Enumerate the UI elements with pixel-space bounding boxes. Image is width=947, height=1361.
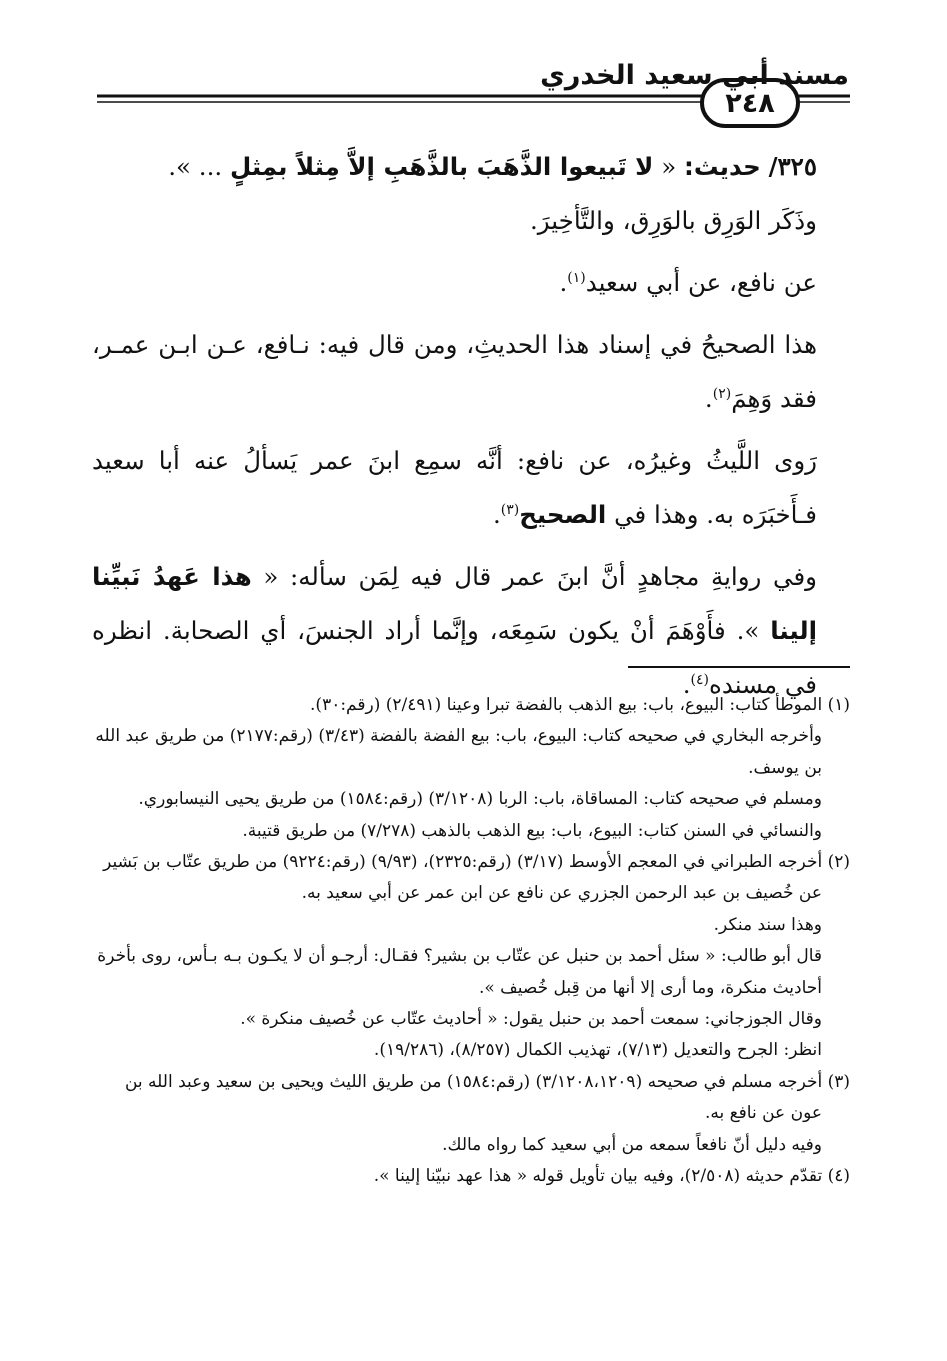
footnote-line: وهذا سند منكر. bbox=[713, 914, 822, 935]
footnote-line: ومسلم في صحيحه كتاب: المساقاة، باب: الربا (٣/١٢٠٨) (رقم:١٥٨٤) من طريق يحيى النيسابوري. bbox=[138, 789, 822, 810]
mujahid-paragraph bbox=[92, 550, 817, 712]
layth-paragraph bbox=[92, 434, 817, 542]
hadith-ellipsis: ... ». bbox=[168, 152, 223, 181]
footnote-line: (٢) أخرجه الطبراني في المعجم الأوسط (٣/١٧) (رقم:٢٣٢٥)، (٩/٩٣) (رقم:٩٢٢٤) من طريق عتّاب بن بَشير عن خُصيف بن عبد الرحمن الجزري عن نافع عن ابن عمر عن أبي سعيد به. bbox=[103, 852, 850, 904]
sahih-bold: الصحيح bbox=[519, 500, 607, 529]
layth-end: . bbox=[492, 500, 501, 529]
footnote-line: والنسائي في السنن كتاب: البيوع، باب: بيع الذهب بالذهب (٧/٢٧٨) من طريق قتيبة. bbox=[242, 820, 822, 841]
footnote-line: وقال الجوزجاني: سمعت أحمد بن حنبل يقول: « أحاديث عتّاب عن خُصيف منكرة ». bbox=[240, 1009, 822, 1030]
mujahid-bold: هذا عَهدُ نَبيِّنا إلينا bbox=[92, 562, 818, 645]
footnote-separator bbox=[628, 666, 850, 668]
footnote-line: (١) الموطأ كتاب: البيوع، باب: بيع الذهب بالفضة تبرا وعينا (٢/٤٩١) (رقم:٣٠). bbox=[310, 695, 850, 715]
footnote-line: وأخرجه البخاري في صحيحه كتاب: البيوع، باب: بيع الفضة بالفضة (٣/٤٣) (رقم:٢١٧٧) من طريق عبد الله بن يوسف. bbox=[95, 726, 822, 778]
footnote-ref-1: (١) bbox=[567, 269, 586, 286]
book-title: مسند أبي سعيد الخدري bbox=[540, 60, 849, 91]
isnad-text: عن نافع، عن أبي سعيد bbox=[585, 268, 817, 297]
page-header bbox=[0, 0, 947, 140]
footnote-ref-4: (٤) bbox=[690, 671, 709, 688]
footnotes bbox=[94, 690, 850, 1193]
layth-text: رَوى اللَّيثُ وغيرُه، عن نافع: أنَّه سمِع ابنَ عمر يَسألُ عنه أبا سعيد فـأَخبَرَه به. وهذا في bbox=[92, 446, 817, 529]
footnote-line: انظر: الجرح والتعديل (٧/١٣)، تهذيب الكمال (٨/٢٥٧)، (١٩/٢٨٦). bbox=[373, 1040, 822, 1061]
mujahid-text-b: ». فأَوْهَمَ أنْ يكون سَمِعَه، وإنَّما أراد الجنسَ، أي الصحابة. انظره في مسنده bbox=[92, 616, 817, 699]
hadith-number: ٣٢٥/ bbox=[768, 152, 817, 181]
sahih-paragraph bbox=[92, 318, 817, 426]
sahih-end: . bbox=[704, 384, 713, 413]
footnote-line: (٤) تقدّم حديثه (٢/٥٠٨)، وفيه بيان تأويل قوله « هذا عهد نبيّنا إلينا ». bbox=[373, 1166, 850, 1187]
footnote-ref-3: (٣) bbox=[500, 501, 520, 518]
isnad-line bbox=[92, 256, 817, 310]
hadith-open-quote: « bbox=[661, 152, 677, 181]
hadith-heading bbox=[92, 140, 817, 248]
isnad-end: . bbox=[559, 268, 568, 297]
hadith-text: لا تَبيعوا الذَّهَبَ بالذَّهَبِ إلاَّ مِثلاً بمِثلٍ bbox=[229, 152, 654, 181]
footnote-line: قال أبو طالب: « سئل أحمد بن حنبل عن عتّاب بن بشير؟ فقـال: أرجـو أن لا يكـون بـه بـأس، روى بأخرة أحاديث منكرة، وما أرى إلا أنها من قِبل خُصيف ». bbox=[97, 946, 822, 998]
page-number: ٢٤٨ bbox=[725, 88, 775, 119]
sahih-text: هذا الصحيحُ في إسناد هذا الحديثِ، ومن قال فيه: نـافع، عـن ابـن عمـر، فقد وَهِمَ bbox=[92, 330, 817, 413]
main-text bbox=[92, 140, 817, 720]
footnote-line: وفيه دليل أنّ نافعاً سمعه من أبي سعيد كما رواه مالك. bbox=[442, 1134, 822, 1155]
footnote-ref-2: (٢) bbox=[712, 385, 732, 402]
footnote-line: (٣) أخرجه مسلم في صحيحه (٣/١٢٠٨،١٢٠٩) (رقم:١٥٨٤) من طريق الليث ويحيى بن سعيد وعبد الله بن عون عن نافع به. bbox=[124, 1071, 850, 1124]
mujahid-text-a: وفي روايةِ مجاهدٍ أنَّ ابنَ عمر قال فيه لِمَن سأله: « bbox=[263, 562, 817, 591]
mujahid-end: . bbox=[682, 670, 691, 699]
hadith-continuation: وذَكَر الوَرِق بالوَرِق، والتَّأخِيرَ. bbox=[529, 206, 817, 235]
hadith-label: حديث: bbox=[684, 152, 761, 181]
